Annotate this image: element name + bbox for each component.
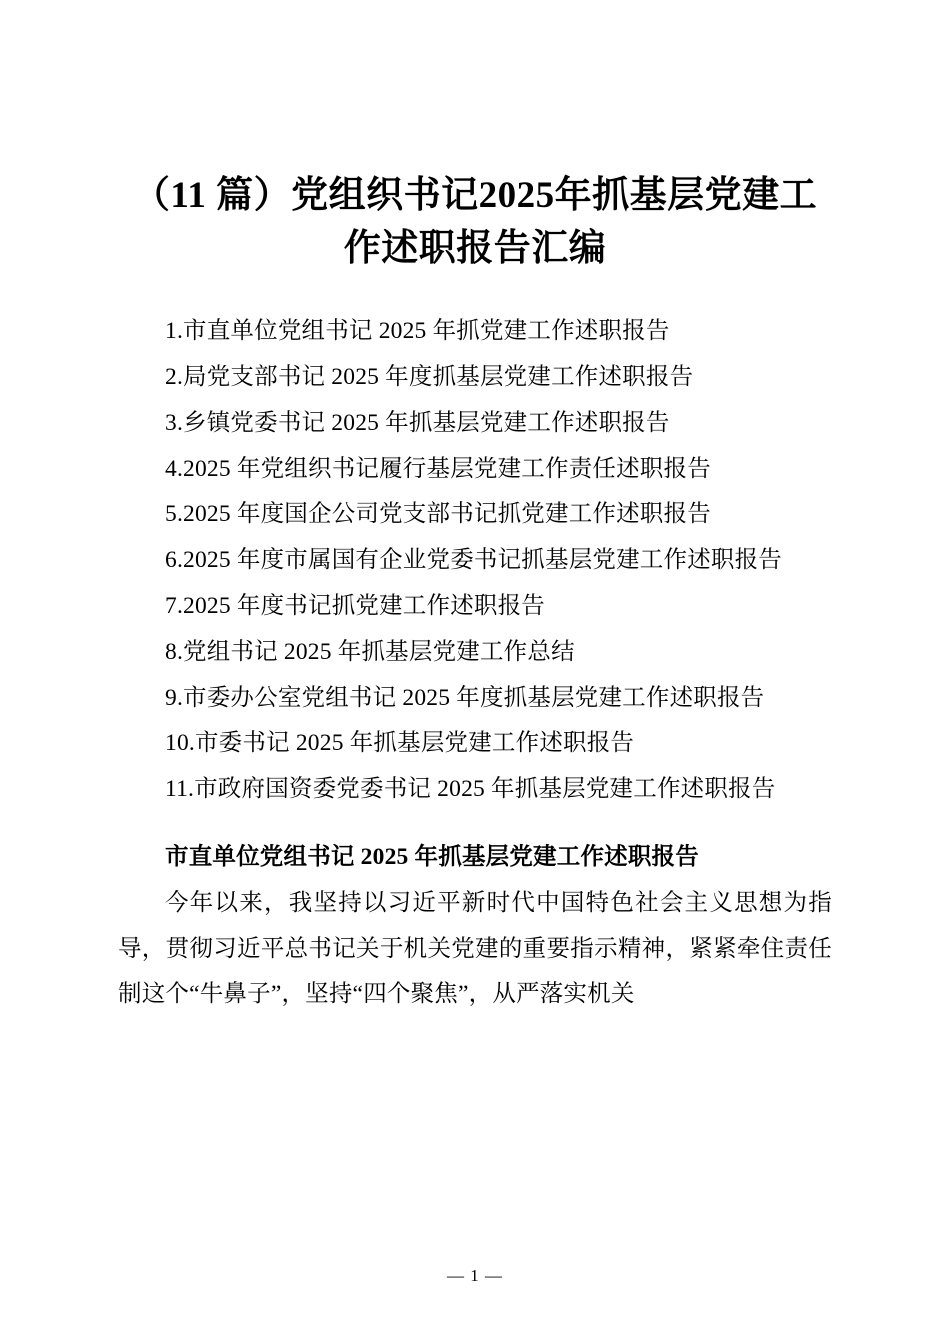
body-paragraph: 今年以来，我坚持以习近平新时代中国特色社会主义思想为指导，贯彻习近平总书记关于机关党建的重要指示精神，紧紧牵住责任制这个“牛鼻子”，坚持“四个聚焦”，从严落实机关 [118, 889, 832, 1008]
section-heading: 市直单位党组书记 2025 年抓基层党建工作述职报告 [165, 844, 699, 870]
list-item: 2.局党支部书记 2025 年度抓基层党建工作述职报告 [165, 363, 694, 390]
list-item: 4.2025 年党组织书记履行基层党建工作责任述职报告 [165, 455, 711, 482]
list-item: 5.2025 年度国企公司党支部书记抓党建工作述职报告 [165, 501, 711, 528]
page-number-footer: — 1 — [447, 1266, 503, 1285]
list-item: 6.2025 年度市属国有企业党委书记抓基层党建工作述职报告 [165, 547, 782, 574]
list-item: 10.市委书记 2025 年抓基层党建工作述职报告 [165, 730, 635, 757]
table-of-contents [118, 309, 832, 813]
list-item: 7.2025 年度书记抓党建工作述职报告 [165, 592, 545, 619]
list-item: 11.市政府国资委党委书记 2025 年抓基层党建工作述职报告 [165, 776, 776, 803]
list-item: 8.党组书记 2025 年抓基层党建工作总结 [165, 638, 575, 665]
list-item: 3.乡镇党委书记 2025 年抓基层党建工作述职报告 [165, 409, 670, 436]
list-item: 1.市直单位党组书记 2025 年抓党建工作述职报告 [165, 318, 670, 345]
list-item: 9.市委办公室党组书记 2025 年度抓基层党建工作述职报告 [165, 684, 765, 711]
page-title: （11 篇）党组织书记2025年抓基层党建工作述职报告汇编 [132, 175, 818, 269]
